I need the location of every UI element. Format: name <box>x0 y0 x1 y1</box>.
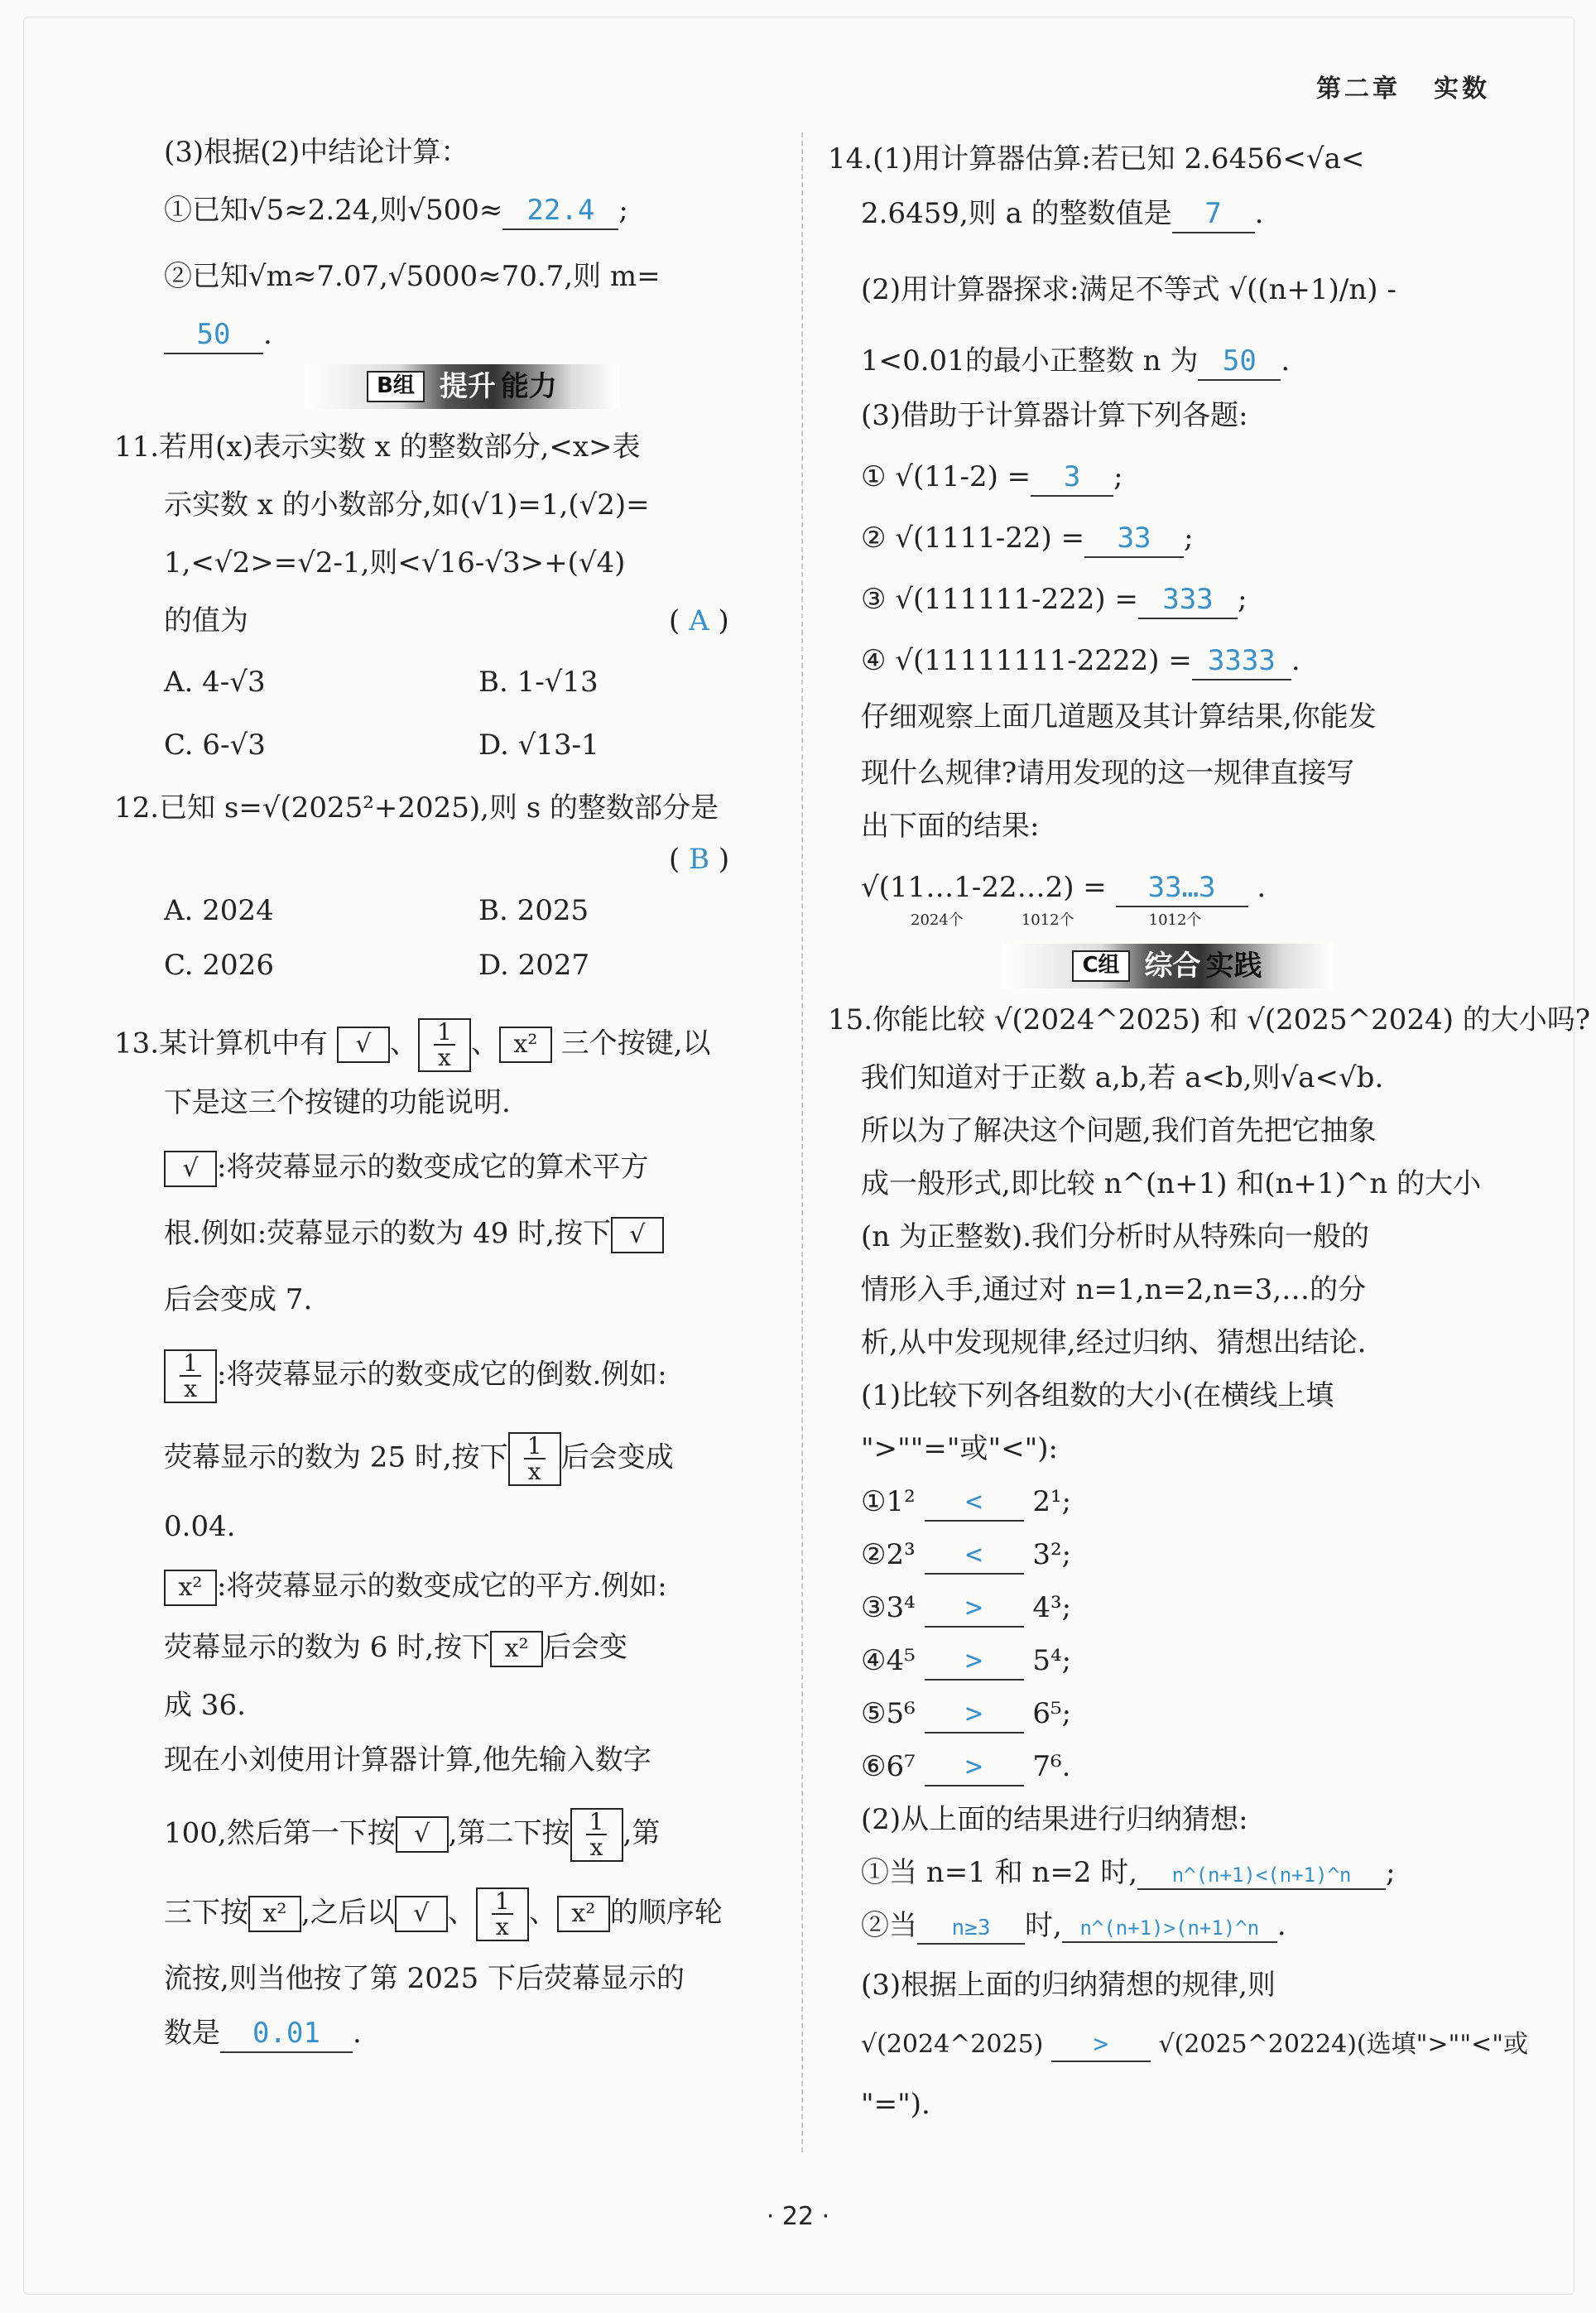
q12-option-d[interactable]: D. 2027 <box>478 949 590 982</box>
q10-answer-1[interactable]: 22.4 <box>502 192 618 230</box>
q15-compare-answer-2[interactable]: < <box>925 1536 1024 1575</box>
q12-line1: 12.已知 s=√(2025²+2025),则 s 的整数部分是 <box>114 791 719 825</box>
q12-option-c[interactable]: C. 2026 <box>164 949 274 982</box>
q11-answer-bracket: ( A ) <box>669 604 729 637</box>
q11-option-a[interactable]: A. 4-√3 <box>164 666 266 699</box>
q14-line3: (2)用计算器探求:满足不等式 √((n+1)/n) - <box>861 273 1396 306</box>
q14-3-answer-3[interactable]: 333 <box>1138 581 1238 619</box>
q13-line15: 流按,则当他按了第 2025 下后荧幕显示的 <box>164 1962 685 1995</box>
q14-line1: 14.(1)用计算器估算:若已知 2.6456<√a< <box>828 142 1365 176</box>
q15-part3-answer[interactable]: > <box>1051 2028 1151 2062</box>
q13-answer[interactable]: 0.01 <box>220 2015 353 2053</box>
q15-part2-answer-1[interactable]: n^(n+1)<(n+1)^n <box>1137 1863 1386 1890</box>
q10-answer-2[interactable]: 50 <box>164 316 263 354</box>
q14-3-answer-1[interactable]: 3 <box>1031 459 1113 497</box>
q14-answer-2[interactable]: 50 <box>1198 343 1281 381</box>
q14-3-item2: ② √(1111-22) = 33 ; <box>861 520 1194 558</box>
q11-option-c[interactable]: C. 6-√3 <box>164 729 266 762</box>
q15-line4: 成一般形式,即比较 n^(n+1) 和(n+1)^n 的大小 <box>861 1167 1482 1200</box>
q14-line5: (3)借助于计算器计算下列各题: <box>861 399 1248 432</box>
q13-line8: 0.04. <box>164 1510 236 1543</box>
q14-3-item3: ③ √(111111-222) = 333 ; <box>861 581 1247 619</box>
q11-line4: 的值为 <box>164 604 248 637</box>
q10-part3-intro: (3)根据(2)中结论计算： <box>164 136 469 169</box>
q13-line16: 数是 0.01 . <box>164 2015 362 2053</box>
q13-line10: 荧幕显示的数为 6 时,按下 x² 后会变 <box>164 1629 627 1667</box>
q13-line2: 下是这三个按键的功能说明. <box>164 1086 511 1119</box>
q15-part2-answer-2a[interactable]: n≥3 <box>917 1915 1025 1945</box>
q15-line2: 我们知道对于正数 a,b,若 a<b,则√a<√b. <box>861 1061 1384 1094</box>
page-number: · 22 · <box>766 2202 830 2231</box>
q12-option-a[interactable]: A. 2024 <box>164 894 274 927</box>
q15-line8: (1)比较下列各组数的大小(在横线上填 <box>861 1379 1334 1412</box>
q15-compare-answer-3[interactable]: > <box>925 1589 1024 1628</box>
q10-part3-item1: ①已知√5≈2.24,则√500≈ 22.4 ; <box>164 192 628 230</box>
q15-compare-3: ③3⁴ > 4³; <box>861 1589 1071 1628</box>
q15-part3-line1: (3)根据上面的归纳猜想的规律,则 <box>861 1969 1276 2002</box>
key-recip-inline: $\frac{1}{x}$ <box>508 1432 561 1486</box>
key-square-inline: x² <box>490 1631 543 1667</box>
q14-3-item1: ① √(11-2) = 3 ; <box>861 459 1123 497</box>
key-sqrt-inline: √ <box>611 1217 664 1253</box>
q13-line13: 100,然后第一下按 √ ,第二下按 $\frac{1}{x}$ ,第 <box>164 1808 661 1862</box>
q15-line1: 15.你能比较 √(2024^2025) 和 √(2025^2024) 的大小吗? <box>828 1003 1591 1036</box>
key-square-desc: x² <box>164 1570 217 1606</box>
column-divider <box>801 132 803 2152</box>
q14-line4: 1<0.01的最小正整数 n 为 50 . <box>861 343 1290 381</box>
q15-part2-answer-2b[interactable]: n^(n+1)>(n+1)^n <box>1062 1916 1277 1943</box>
q11-option-b[interactable]: B. 1-√13 <box>478 666 598 699</box>
banner-group-b: B组 提升 能力 <box>305 364 619 409</box>
chapter-title: 实数 <box>1434 75 1490 103</box>
q15-line7: 析,从中发现规律,经过归纳、猜想出结论. <box>861 1326 1367 1359</box>
q15-part3-line2: √(2024^2025) > √(2025^20224)(选填">""<"或 <box>861 2028 1528 2062</box>
q10-part3-item2: ②已知√m≈7.07,√5000≈70.7,则 m= <box>164 260 661 293</box>
q10-part3-item2-answer-line: 50 . <box>164 316 272 354</box>
q15-line5: (n 为正整数).我们分析时从特殊向一般的 <box>861 1220 1370 1253</box>
key-sqrt-desc: √ <box>164 1151 217 1187</box>
q15-compare-5: ⑤5⁶ > 6⁵; <box>861 1695 1071 1734</box>
key-reciprocal[interactable]: $\frac{1}{x}$ <box>418 1018 471 1072</box>
q15-compare-answer-6[interactable]: > <box>925 1748 1024 1786</box>
q13-line3: √ :将荧幕显示的数变成它的算术平方 <box>164 1149 648 1187</box>
q12-option-b[interactable]: B. 2025 <box>478 894 589 927</box>
key-recip-desc: $\frac{1}{x}$ <box>164 1349 217 1403</box>
q11-answer[interactable]: A <box>689 604 709 637</box>
q12-answer-bracket: ( B ) <box>669 843 730 876</box>
q13-line14: 三下按 x² ,之后以 √ 、 $\frac{1}{x}$ 、 x² 的顺序轮 <box>164 1887 723 1941</box>
q15-compare-answer-5[interactable]: > <box>925 1695 1024 1734</box>
q11-line2: 示实数 x 的小数部分,如(√1)=1,(√2)= <box>164 488 650 522</box>
q14-final-formula: √(11…1-22…2) = 33…3 . <box>861 869 1266 907</box>
q14-answer-1[interactable]: 7 <box>1172 195 1255 233</box>
q14-line2: 2.6459,则 a 的整数值是 7 . <box>861 195 1263 233</box>
q14-3-answer-4[interactable]: 3333 <box>1192 642 1291 680</box>
q15-part3-line3: "="). <box>861 2088 930 2121</box>
q13-line9: x² :将荧幕显示的数变成它的平方.例如: <box>164 1568 667 1606</box>
q13-line12: 现在小刘使用计算器计算,他先输入数字 <box>164 1743 651 1777</box>
q14-line11: 现什么规律?请用发现的这一规律直接写 <box>861 757 1355 790</box>
q15-compare-1: ①1² < 2¹; <box>861 1483 1071 1522</box>
q14-3-answer-2[interactable]: 33 <box>1084 520 1184 558</box>
q14-3-item4: ④ √(11111111-2222) = 3333 . <box>861 642 1300 680</box>
q12-answer[interactable]: B <box>689 843 710 876</box>
q15-line9: ">""="或"<"): <box>861 1432 1059 1465</box>
key-sqrt[interactable]: √ <box>337 1027 390 1063</box>
q11-line3: 1,<√2>=√2-1,则<√16-√3>+(√4) <box>164 546 626 579</box>
banner-group-c: C组 综合 实践 <box>1002 944 1333 988</box>
q15-part2-item1: ①当 n=1 和 n=2 时, n^(n+1)<(n+1)^n ; <box>861 1856 1396 1889</box>
chapter-label: 第二章 <box>1316 75 1401 103</box>
q13-line4: 根.例如:荧幕显示的数为 49 时,按下 √ <box>164 1215 664 1253</box>
q15-compare-4: ④4⁵ > 5⁴; <box>861 1642 1071 1681</box>
q15-part2: (2)从上面的结果进行归纳猜想: <box>861 1803 1248 1836</box>
q15-compare-answer-4[interactable]: > <box>925 1642 1024 1681</box>
q11-line1: 11.若用(x)表示实数 x 的整数部分,<x>表 <box>114 430 641 464</box>
q14-line12: 出下面的结果: <box>861 810 1040 843</box>
q14-final-answer[interactable]: 33…3 <box>1116 869 1248 907</box>
page-header <box>1283 68 1490 104</box>
key-square[interactable]: x² <box>499 1027 552 1063</box>
q15-compare-6: ⑥6⁷ > 7⁶. <box>861 1748 1070 1786</box>
q13-line7: 荧幕显示的数为 25 时,按下 $\frac{1}{x}$ 后会变成 <box>164 1432 674 1486</box>
q14-brace-labels: 2024个 1012个 1012个 <box>911 911 1202 929</box>
q13-line11: 成 36. <box>164 1689 246 1722</box>
q14-line10: 仔细观察上面几道题及其计算结果,你能发 <box>861 700 1377 733</box>
q15-part2-item2: ②当 n≥3 时, n^(n+1)>(n+1)^n . <box>861 1907 1286 1945</box>
q13-line1: 13.某计算机中有 √ 、 $\frac{1}{x}$ 、 x² 三个按键,以 <box>114 1018 711 1072</box>
q11-option-d[interactable]: D. √13-1 <box>478 729 599 762</box>
q13-line6: $\frac{1}{x}$ :将荧幕显示的数变成它的倒数.例如: <box>164 1349 667 1403</box>
q15-compare-answer-1[interactable]: < <box>925 1483 1024 1522</box>
q13-line5: 后会变成 7. <box>164 1283 313 1316</box>
q15-compare-2: ②2³ < 3²; <box>861 1536 1071 1575</box>
q15-line3: 所以为了解决这个问题,我们首先把它抽象 <box>861 1114 1377 1147</box>
q15-line6: 情形入手,通过对 n=1,n=2,n=3,…的分 <box>861 1273 1367 1306</box>
